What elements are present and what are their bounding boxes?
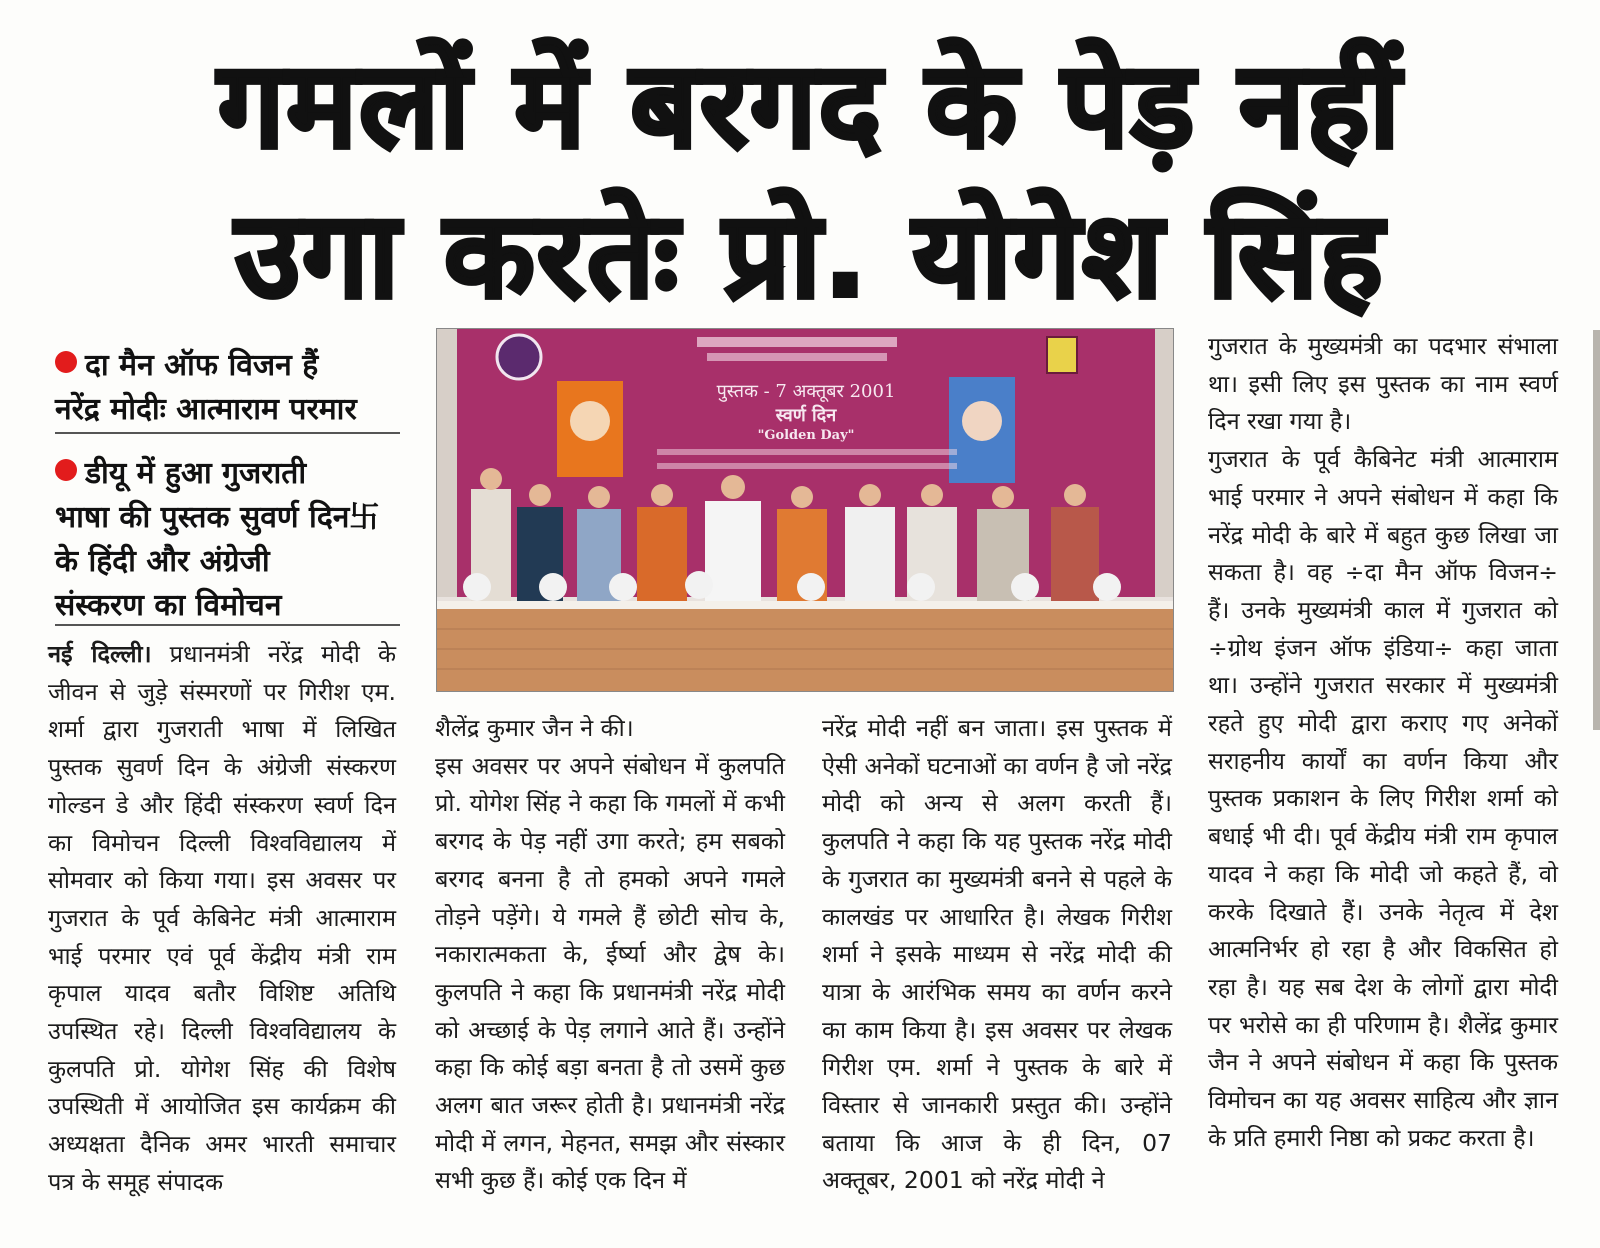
event-photo	[436, 328, 1174, 692]
subhead-2-line-4: संस्करण का विमोचन	[55, 588, 282, 623]
banner-line-2: स्वर्ण दिन	[775, 405, 837, 426]
subhead-2-line-1: डीयू में हुआ गुजराती	[85, 456, 307, 491]
subhead-2-line-3: के हिंदी और अंग्रेजी	[55, 544, 270, 579]
subhead-divider	[55, 432, 400, 434]
article-column-3	[822, 710, 1172, 1200]
banner-line-1: पुस्तक - 7 अक्तूबर 2001	[716, 381, 896, 402]
bullet-dot-icon	[55, 351, 77, 373]
subhead-1-line-1: दा मैन ऑफ विजन हैं	[85, 348, 319, 383]
subhead-2	[55, 452, 400, 628]
subhead-1-line-2: नरेंद्र मोदीः आत्माराम परमार	[55, 392, 357, 427]
headline-line-2: उगा करतेः प्रो. योगेश सिंह	[235, 186, 1385, 324]
article-column-4	[1208, 328, 1558, 1157]
subhead-1	[55, 344, 400, 432]
subhead-2-line-2: भाषा की पुस्तक सुवर्ण दिन卐	[55, 500, 380, 535]
article-column-2	[435, 710, 785, 1200]
bullet-dot-icon	[55, 459, 77, 481]
headline-line-1: गमलों में बरगद के पेड़ नहीं	[218, 36, 1402, 174]
banner-line-3: "Golden Day"	[757, 428, 855, 443]
column-2-paragraph-1: शैलेंद्र कुमार जैन ने की।	[435, 714, 634, 742]
article-column-1	[48, 636, 396, 1202]
column-3-text: नरेंद्र मोदी नहीं बन जाता। इस पुस्तक में ऐसी अनेकों घटनाओं का वर्णन है जो नरेंद्र मोदी को अन्य से अलग करती हैं। कुलपति ने कहा कि यह पुस्तक नरेंद्र मोदी के गुजरात का मुख्यमंत्री बनने से पहले के कालखंड पर आधारित है। लेखक गिरीश शर्मा ने इसके माध्यम से नरेंद्र मोदी की यात्रा के आरंभिक समय का वर्णन करने का काम किया है। इस अवसर पर लेखक गिरीश एम. शर्मा ने पुस्तक के बारे में विस्तार से जानकारी प्रस्तुत की। उन्होंने बताया कि आज के ही दिन, 07 अक्तूबर, 2001 को नरेंद्र मोदी ने	[822, 714, 1172, 1195]
column-4-paragraph-2: गुजरात के पूर्व कैबिनेट मंत्री आत्माराम भाई परमार ने अपने संबोधन में कहा कि नरेंद्र मोदी के बारे में बहुत कुछ लिखा जा सकता है। वह ÷दा मैन ऑफ विजन÷ हैं। उनके मुख्यमंत्री काल में गुजरात को ÷ग्रोथ इंजन ऑफ इंडिया÷ कहा जाता था। उन्होंने गुजरात सरकार में मुख्यमंत्री रहते हुए मोदी द्वारा कराए गए अनेकों सराहनीय कार्यों का वर्णन किया और पुस्तक प्रकाशन के लिए गिरीश शर्मा को बधाई भी दी। पूर्व केंद्रीय मंत्री राम कृपाल यादव ने कहा कि मोदी जो कहते हैं, वो करके दिखाते हैं। उनके नेतृत्व में देश आत्मनिर्भर हो रहा है और विकसित हो रहा है। यह सब देश के लोगों द्वारा मोदी पर भरोसे का ही परिणाम है। शैलेंद्र कुमार जैन ने अपने संबोधन में कहा कि पुस्तक विमोचन का यह अवसर साहित्य और ज्ञान के प्रति हमारी निष्ठा को प्रकट करता है।	[1208, 445, 1558, 1152]
adjacent-page-edge	[1593, 330, 1600, 730]
column-1-text: प्रधानमंत्री नरेंद्र मोदी के जीवन से जुड़े संस्मरणों पर गिरीश एम. शर्मा द्वारा गुजराती भाषा में लिखित पुस्तक सुवर्ण दिन के अंग्रेजी संस्करण गोल्डन डे और हिंदी संस्करण स्वर्ण दिन का विमोचन दिल्ली विश्वविद्यालय में सोमवार को किया गया। इस अवसर पर गुजरात के पूर्व केबिनेट मंत्री आत्माराम भाई परमार एवं पूर्व केंद्रीय मंत्री राम कृपाल यादव बतौर विशिष्ट अतिथि उपस्थित रहे। दिल्ली विश्वविद्यालय के कुलपति प्रो. योगेश सिंह की विशेष उपस्थिती में आयोजित इस कार्यक्रम की अध्यक्षता दैनिक अमर भारती समाचार पत्र के समूह संपादक	[48, 640, 396, 1196]
subhead-divider	[55, 624, 400, 626]
headline	[40, 30, 1580, 330]
column-2-paragraph-2: इस अवसर पर अपने संबोधन में कुलपति प्रो. योगेश सिंह ने कहा कि गमलों में कभी बरगद के पेड़ नहीं उगा करते; हम सबको बरगद बनना है तो हमको अपने गमले तोड़ने पड़ेंगे। ये गमले हैं छोटी सोच के, नकारात्मकता के, ईर्ष्या और द्वेष के। कुलपति ने कहा कि प्रधानमंत्री नरेंद्र मोदी को अच्छाई के पेड़ लगाने आते हैं। उन्होंने कहा कि कोई बड़ा बनता है तो उसमें कुछ अलग बात जरूर होती है। प्रधानमंत्री नरेंद्र मोदी में लगन, मेहनत, समझ और संस्कार सभी कुछ हैं। कोई एक दिन में	[435, 751, 786, 1195]
dateline: नई दिल्ली।	[48, 640, 152, 668]
column-4-paragraph-1: गुजरात के मुख्यमंत्री का पदभार संभाला था। इसी लिए इस पुस्तक का नाम स्वर्ण दिन रखा गया है।	[1208, 332, 1558, 436]
